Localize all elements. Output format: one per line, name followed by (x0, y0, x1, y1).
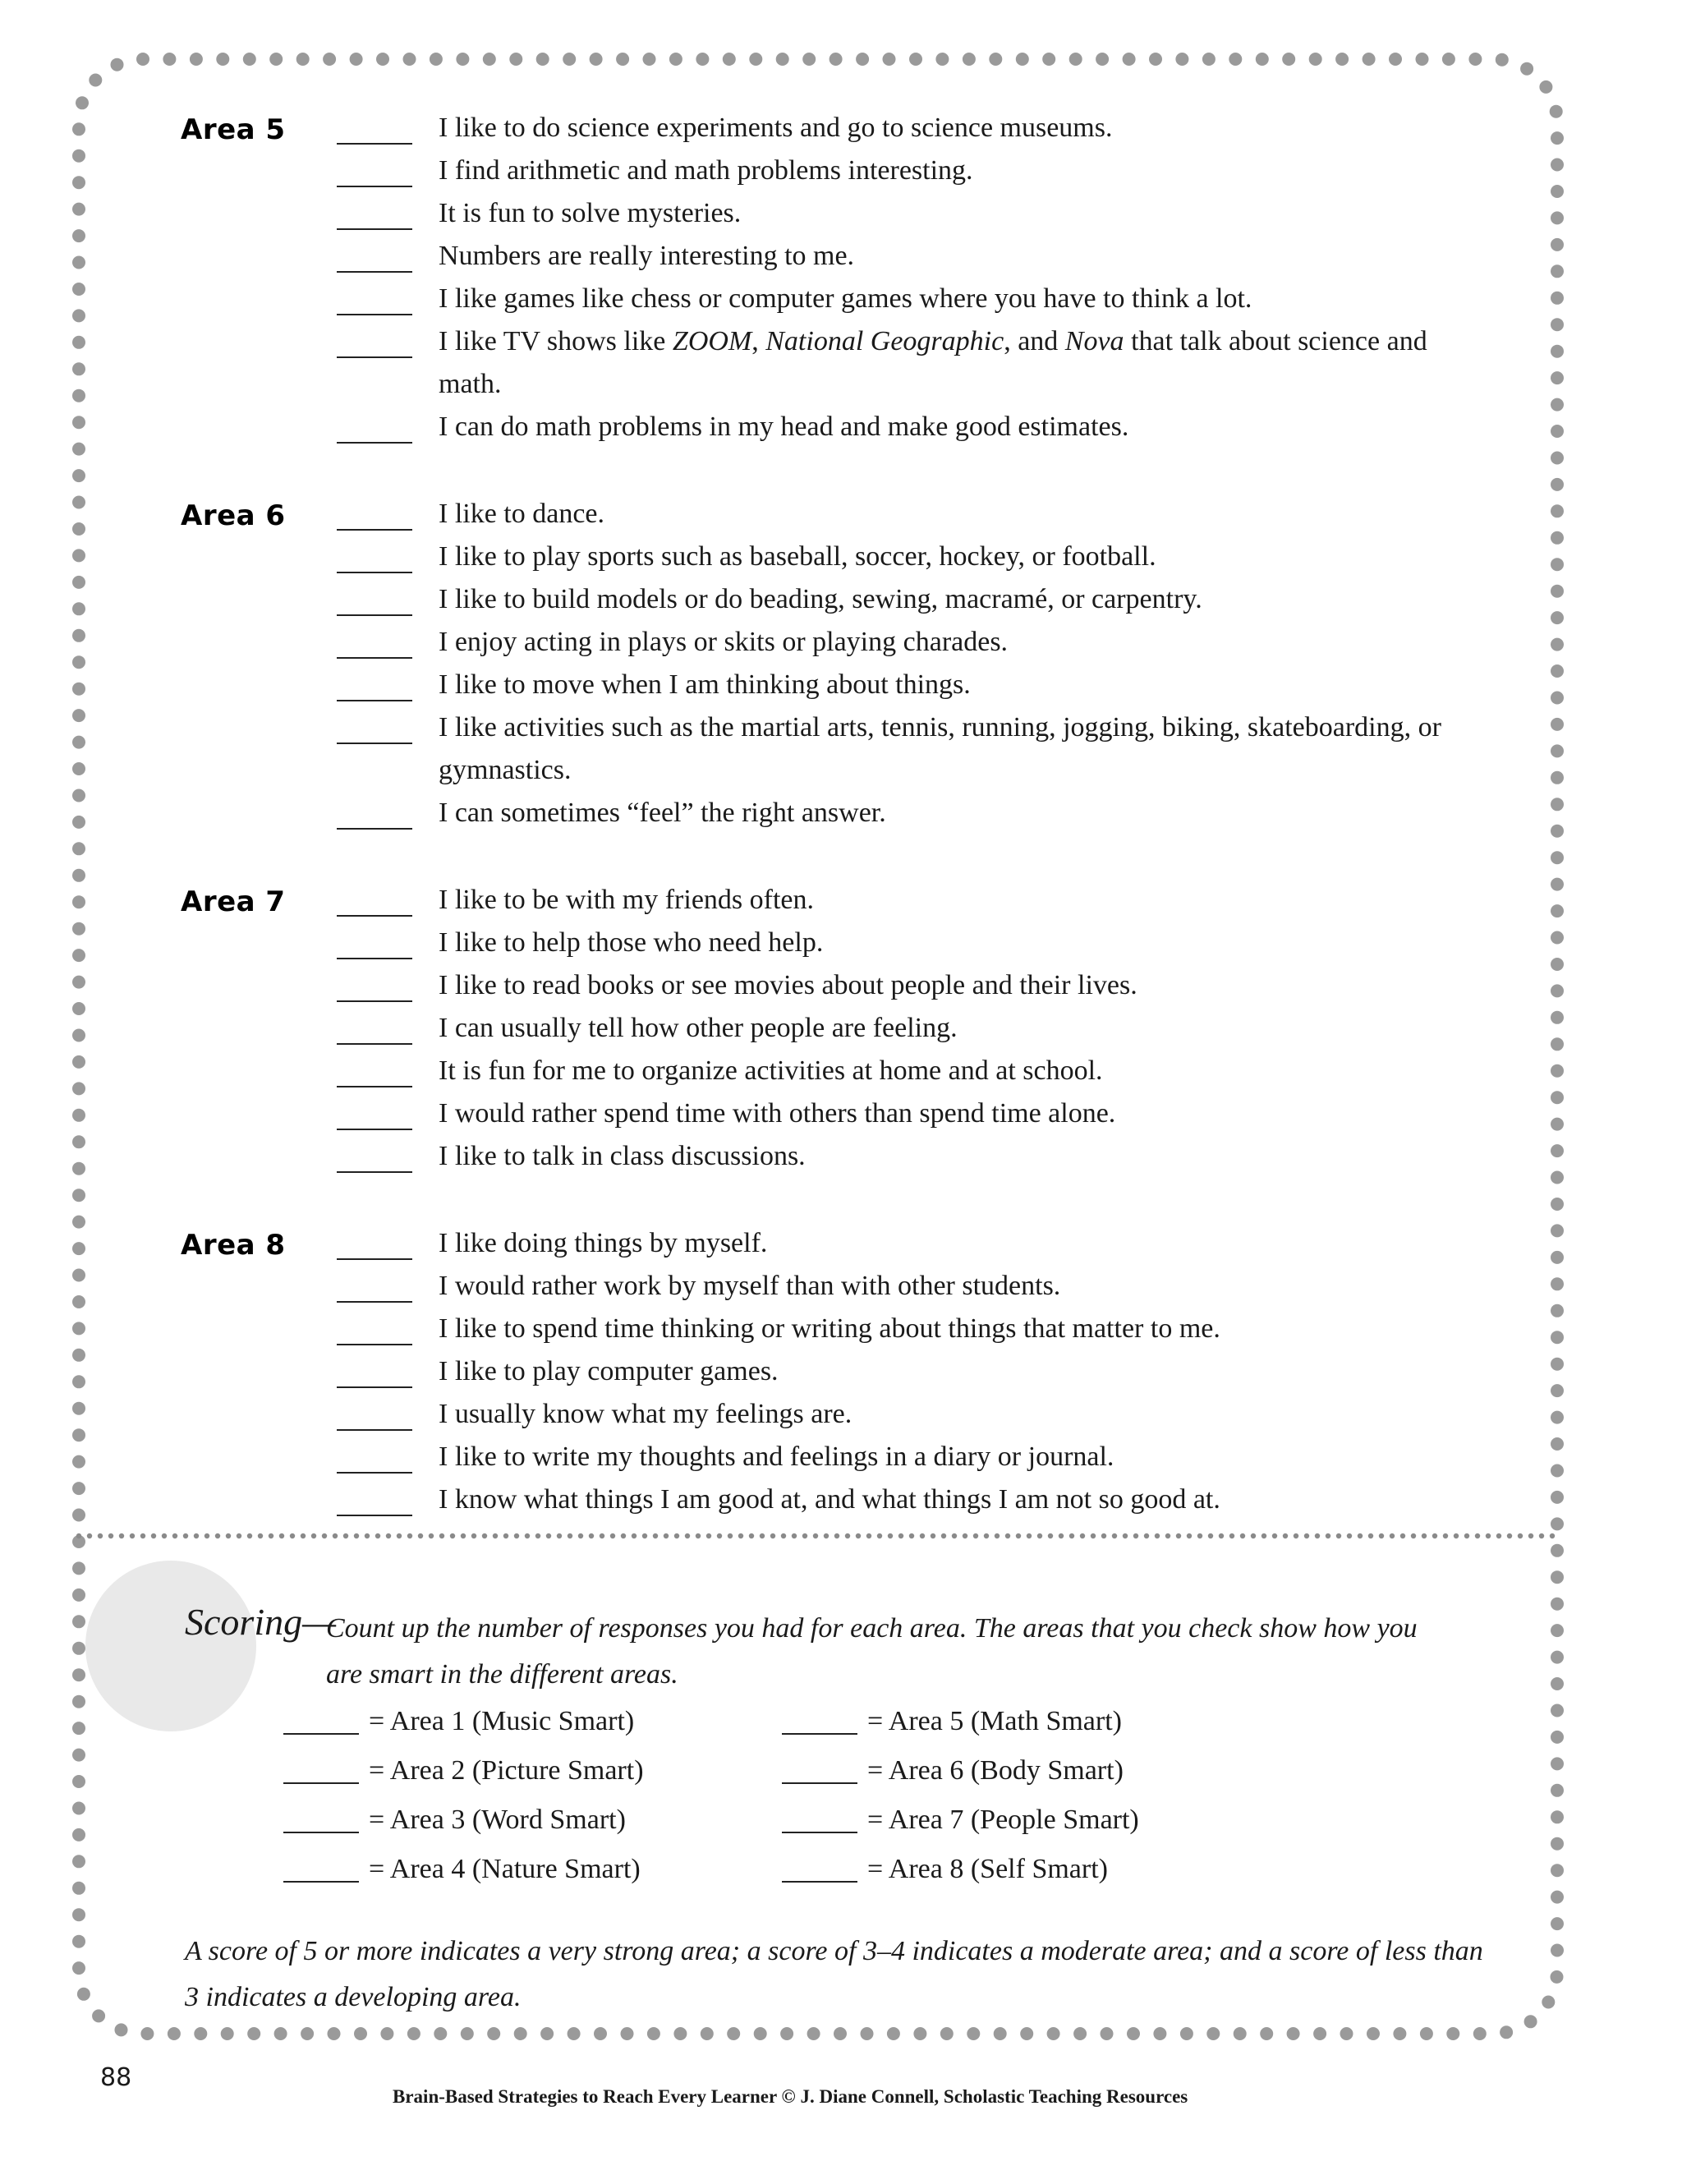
survey-item (337, 1050, 1487, 1092)
survey-item (337, 536, 1487, 578)
survey-item-text: I can sometimes “feel” the right answer. (439, 798, 886, 828)
score-row (283, 1700, 634, 1743)
survey-item (337, 406, 1487, 448)
survey-item-text: I usually know what my feelings are. (439, 1399, 852, 1429)
survey-item-text: I like TV shows like ZOOM, National Geographic, and Nova that talk about science and math. (439, 326, 1427, 399)
survey-item-text: I would rather spend time with others than spend time alone. (439, 1098, 1116, 1129)
answer-blank[interactable] (337, 1472, 412, 1474)
score-interpretation-note: A score of 5 or more indicates a very strong area; a score of 3–4 indicates a moderate area; and a score of less than 3 indicates a developing area. (185, 1936, 1483, 2012)
answer-blank[interactable] (337, 1129, 412, 1130)
score-label: = Area 8 (Self Smart) (867, 1854, 1108, 1884)
answer-blank[interactable] (337, 442, 412, 444)
survey-item-text: I like to build models or do beading, sewing, macramé, or carpentry. (439, 584, 1202, 614)
answer-blank[interactable] (337, 958, 412, 959)
score-label: = Area 1 (Music Smart) (369, 1706, 635, 1736)
survey-item-text: It is fun for me to organize activities at home and at school. (439, 1055, 1103, 1086)
survey-item (337, 1478, 1487, 1521)
answer-blank[interactable] (337, 1301, 412, 1303)
answer-blank[interactable] (337, 356, 412, 358)
survey-item (337, 1393, 1487, 1436)
survey-item-text: I like to be with my friends often. (439, 885, 815, 915)
survey-item-text: I like to write my thoughts and feelings in a diary or journal. (439, 1441, 1114, 1472)
survey-item (337, 621, 1487, 664)
score-row (283, 1799, 626, 1841)
survey-item (337, 1007, 1487, 1050)
score-row (283, 1749, 644, 1792)
survey-item-text: I like to move when I am thinking about things. (439, 669, 971, 700)
score-blank[interactable] (283, 1733, 359, 1735)
answer-blank[interactable] (337, 314, 412, 315)
area-label: Area 8 (181, 1229, 286, 1262)
page-number: 88 (100, 2063, 132, 2092)
survey-item (337, 1092, 1487, 1135)
survey-item (337, 107, 1487, 149)
survey-item-text: I like to do science experiments and go to science museums. (439, 113, 1113, 143)
survey-item-text: I like games like chess or computer games where you have to think a lot. (439, 283, 1252, 314)
answer-blank[interactable] (337, 1429, 412, 1431)
score-blank[interactable] (782, 1782, 857, 1784)
survey-item-text: I can do math problems in my head and make good estimates. (439, 412, 1129, 442)
survey-item (337, 192, 1487, 235)
score-blank[interactable] (782, 1832, 857, 1833)
scoring-title: Scoring— (185, 1601, 336, 1643)
survey-item-text: I can usually tell how other people are feeling. (439, 1013, 958, 1043)
answer-blank[interactable] (337, 1258, 412, 1260)
answer-blank[interactable] (337, 1086, 412, 1087)
score-blank[interactable] (283, 1881, 359, 1883)
survey-item (337, 664, 1487, 706)
survey-item (337, 578, 1487, 621)
area-label: Area 5 (181, 113, 286, 146)
survey-item-text: I would rather work by myself than with other students. (439, 1271, 1061, 1301)
score-blank[interactable] (283, 1832, 359, 1833)
score-label: = Area 4 (Nature Smart) (369, 1854, 641, 1884)
survey-item-text: I find arithmetic and math problems interesting. (439, 155, 973, 186)
score-label: = Area 3 (Word Smart) (369, 1805, 626, 1835)
score-row (283, 1848, 641, 1891)
survey-item (337, 320, 1487, 406)
answer-blank[interactable] (337, 700, 412, 701)
answer-blank[interactable] (337, 828, 412, 830)
survey-item-text: Numbers are really interesting to me. (439, 241, 855, 271)
answer-blank[interactable] (337, 572, 412, 573)
score-label: = Area 2 (Picture Smart) (369, 1755, 644, 1786)
survey-item-text: I like to play computer games. (439, 1356, 779, 1386)
survey-item (337, 1265, 1487, 1308)
survey-item-text: I like to read books or see movies about people and their lives. (439, 970, 1137, 1000)
score-row (782, 1749, 1124, 1792)
answer-blank[interactable] (337, 657, 412, 659)
survey-item-text: I like to help those who need help. (439, 927, 824, 958)
answer-blank[interactable] (337, 1000, 412, 1002)
survey-item (337, 922, 1487, 964)
survey-item (337, 278, 1487, 320)
score-label: = Area 6 (Body Smart) (867, 1755, 1124, 1786)
area-label: Area 6 (181, 499, 286, 532)
scoring-instruction-line-2: are smart in the different areas. (326, 1659, 678, 1690)
survey-item (337, 1350, 1487, 1393)
survey-item-text: I like to dance. (439, 499, 605, 529)
score-blank[interactable] (283, 1782, 359, 1784)
scoring-instruction-line-1: Count up the number of responses you had for each area. The areas that you check show how you (326, 1613, 1418, 1644)
score-blank[interactable] (782, 1881, 857, 1883)
answer-blank[interactable] (337, 143, 412, 145)
answer-blank[interactable] (337, 1171, 412, 1173)
answer-blank[interactable] (337, 614, 412, 616)
scoring-instruction (185, 1606, 1499, 1698)
score-row (782, 1848, 1108, 1891)
survey-item (337, 493, 1487, 536)
answer-blank[interactable] (337, 915, 412, 917)
area-label: Area 7 (181, 885, 286, 918)
survey-item-text: I like doing things by myself. (439, 1228, 768, 1258)
answer-blank[interactable] (337, 186, 412, 187)
footer-credit: Brain-Based Strategies to Reach Every Learner © J. Diane Connell, Scholastic Teaching Resources (393, 2086, 1188, 2107)
survey-item (337, 1222, 1487, 1265)
survey-item (337, 1135, 1487, 1178)
score-label: = Area 7 (People Smart) (867, 1805, 1139, 1835)
survey-item-text: I like to spend time thinking or writing about things that matter to me. (439, 1313, 1220, 1344)
answer-blank[interactable] (337, 1515, 412, 1516)
answer-blank[interactable] (337, 529, 412, 531)
survey-item (337, 1436, 1487, 1478)
survey-item (337, 706, 1487, 792)
survey-item-text: I like to talk in class discussions. (439, 1141, 806, 1171)
answer-blank[interactable] (337, 1386, 412, 1388)
survey-item-text: I like activities such as the martial arts, tennis, running, jogging, biking, skateboarding, or gymnastics. (439, 712, 1441, 785)
score-row (782, 1799, 1139, 1841)
survey-item-text: It is fun to solve mysteries. (439, 198, 742, 228)
survey-item (337, 792, 1487, 835)
score-blank[interactable] (782, 1733, 857, 1735)
survey-item (337, 149, 1487, 192)
survey-item-text: I know what things I am good at, and what things I am not so good at. (439, 1484, 1220, 1515)
survey-item (337, 879, 1487, 922)
survey-item-text: I like to play sports such as baseball, soccer, hockey, or football. (439, 541, 1156, 572)
survey-item-text: I enjoy acting in plays or skits or playing charades. (439, 627, 1009, 657)
answer-blank[interactable] (337, 743, 412, 744)
survey-item (337, 1308, 1487, 1350)
answer-blank[interactable] (337, 1344, 412, 1345)
answer-blank[interactable] (337, 1043, 412, 1045)
score-row (782, 1700, 1122, 1743)
survey-item (337, 964, 1487, 1007)
answer-blank[interactable] (337, 228, 412, 230)
score-label: = Area 5 (Math Smart) (867, 1706, 1122, 1736)
survey-item (337, 235, 1487, 278)
answer-blank[interactable] (337, 271, 412, 273)
